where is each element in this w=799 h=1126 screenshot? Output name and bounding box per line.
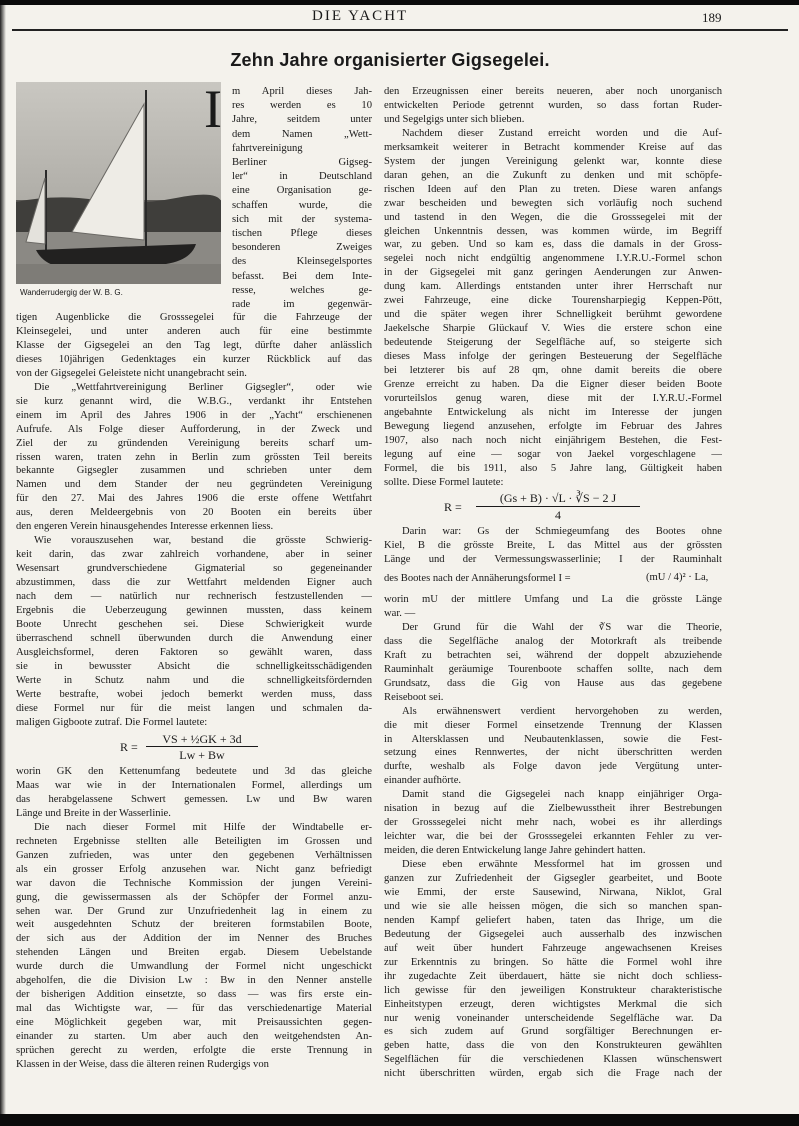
text-line: tigen Augenblicke die Grosssegelei für die Fahrzeuge der [16, 312, 372, 323]
text-line: und wie sie alle heissen mögen, die sich so manchen span- [384, 900, 722, 912]
text-line: Formel, die bis 1911, also 5 Jahre lang, Gültigkeit haben [384, 462, 722, 474]
text-line: lich gewisse für den jeweiligen Konstrukteur charakteristische [384, 984, 722, 996]
text-line: bekannte Gigsegler zusammen und schrieben unter dem [16, 465, 372, 477]
text-line: aus, deren Meldeergebnis von 20 Booten ein bereits über [16, 507, 372, 519]
text-line: Aufrufe. Als Folge dieser Aufforderung, in der Zweck und [16, 423, 372, 435]
text-line: von der Gigsegelei Geleistete nicht unangebracht sein. [16, 367, 247, 379]
text-line: res werden es 10 [232, 100, 372, 112]
text-line: sehen war. Der Grund zur Unzufriedenheit lag in einem zu [16, 905, 372, 917]
figure-caption: Wanderrudergig der W. B. G. [20, 288, 123, 297]
text-line: befasst. Bei dem Inte- [232, 270, 372, 282]
text-line: sie in bewusster Absicht die schnelligkeitsschädigenden [16, 660, 372, 672]
text-line: worin mU der mittlere Umfang und La die grösste Länge [384, 594, 722, 605]
text-line: segelei noch nicht endgültig angenommene I.Y.R.U.-Formel schon [384, 253, 722, 265]
text-line: dass die Segelfläche analog der Motorkraft als treibende [384, 635, 722, 647]
text-line: Diese eben erwähnte Messformel hat im grossen und [402, 859, 722, 871]
text-line: nenden Kampf geliefert haben, taten das Ihrige, um die [384, 914, 722, 926]
text-line: sie kurz genannt wird, die W.B.G., verdankt ihr Entstehen [16, 395, 372, 407]
text-line: Länge und Breite in der Wasserlinie. [16, 807, 171, 819]
text-line: nach dem — natürlich nur rechnerisch festzustellenden — [16, 591, 372, 602]
text-line: der sich aus der Addition der im Nenner des Bruches [16, 933, 372, 945]
text-line: und Segelgigs unter sich blieben. [384, 113, 525, 125]
text-line: Maas war wie in der Internationalen Formel, allerdings um [16, 779, 372, 791]
text-line: als ein grosser Erfolg anzusehen war. Nicht ganz befriedigt [16, 863, 372, 875]
text-line: Namen und dem Stander der neu gegründeten Vereinigung [16, 479, 372, 491]
text-line: es sich zudem auf Grund sorgfältiger Berechnungen er- [384, 1026, 722, 1038]
text-line: ganzen zur Zufriedenheit der Gigsegler gearbeitet, und Boote [384, 873, 722, 884]
text-line: rissen waren, traten zehn in Berlin zum grössten Teil bereits [16, 451, 372, 463]
text-line: das herabgelassene Schwert gemessen. Lw und Bw waren [16, 793, 372, 805]
text-line: Ziel der zu gründenden Vereinigung bereits scharf um- [16, 437, 372, 449]
formula-one [120, 732, 260, 762]
text-line: weit ausgedehnten Schutz der breiteren formstabilen Boote, [16, 919, 372, 931]
formula-three-prefix: des Bootes nach der Annäherungsformel I = [384, 573, 571, 584]
text-line: wurde durch die Umwandlung der Formel nicht ungeschickt [16, 961, 372, 973]
scan-edge-shadow [0, 0, 6, 1126]
formula-two [420, 491, 660, 525]
text-line: der bisherigen Addition einsetzte, so dass — was firs erste ein- [16, 989, 372, 1001]
text-line: geben hatte, dass die von den Konstrukteuren gewählten [384, 1040, 722, 1052]
text-line: schaffen wurde, die [232, 199, 372, 211]
text-line: mal das Wichtigste war, — für das verschiedenartige Material [16, 1003, 372, 1015]
text-line: Bedeutung der Gigsegelei auch ausserhalb des inzwischen [384, 928, 722, 940]
text-line: wie Emmi, der erste Sausewind, Nirwana, Niklot, Gral [384, 886, 722, 898]
text-line: Nachdem dieser Zustand erreicht worden und die Auf- [402, 127, 722, 139]
text-line: für den 27. Mai des Jahres 1906 die erste offene Wettfahrt [16, 493, 372, 505]
text-line: Darin war: Gs der Schmiegeumfang des Bootes ohne [402, 526, 722, 537]
text-line: vorurteilslos genug waren, diese mit der I.Y.R.U.-Formel [384, 392, 722, 404]
text-line: 1907, also nach noch nicht einjährigem Bestehen, die Fest- [384, 434, 722, 446]
text-line: durfte, weshalb als Folge davon jede Vergütung unter- [384, 761, 722, 773]
text-line: Als erwähnenswert verdient hervorgehoben zu werden, [402, 705, 722, 717]
text-line: dieses 10jährigen Gedenktages ein kurzer Rückblick auf das [16, 353, 372, 365]
text-line: Rauminhalt geräumige Tourenboote schaffen sollte, nach dem [384, 663, 722, 675]
text-line: und tastend in den Wegen, die die Grosssegelei mit der [384, 211, 722, 223]
text-line: den engeren Verein hinausgehendes Interesse erkennen liess. [16, 521, 274, 533]
text-line: dung kam. Allerdings entstanden unter ihrer Herrschaft nur [384, 281, 722, 293]
text-line: Werte bestrafte, wobei jedoch bemerkt werden muss, dass [16, 688, 372, 700]
text-line: ler“ in Deutschland [232, 171, 372, 183]
text-line: tischen Pflege dieses [232, 228, 372, 239]
text-line: Länge und der Vermessungswasserlinie; I der Rauminhalt [384, 553, 722, 565]
text-line: die mit dieser Formel einsetzende Trennung der Klassen [384, 719, 722, 731]
scan-top-border [0, 0, 799, 5]
text-line: und die später wegen ihrer Schnelligkeit berühmt gewordene [384, 309, 722, 321]
text-line: Berliner Gigseg- [232, 157, 372, 168]
text-line: sollte. Diese Formel lautete: [384, 476, 504, 488]
text-line: Grenze erreicht zu haben. Da die Eigner dieser beiden Boote [384, 378, 722, 390]
text-line: ihr zugedachte Zeit überdauert, hätte sie nicht doch schliess- [384, 970, 722, 982]
formula-one-numerator: VS + ½GK + 3d [162, 732, 242, 746]
text-line: auf weit über hundert Fahrzeuge angewachsenen Kreises [384, 942, 722, 954]
text-line: in der Gigsegelei mit ganz geringen Aenderungen zur Anwen- [384, 267, 722, 279]
text-line: besonderen Zweiges [232, 242, 372, 254]
sailboat-photo [16, 79, 222, 284]
text-line: war. — [384, 607, 416, 619]
text-line: nicht überschritten würden, ergab sich die Frage nach der [384, 1068, 722, 1080]
text-line: m April dieses Jah- [232, 86, 372, 97]
text-line: Der Grund für die Wahl der ∛S war die Theorie, [402, 621, 722, 633]
text-line: in Altersklassen und Neubautenklassen, sowie die Fest- [384, 733, 722, 745]
text-line: nisation in bezug auf die Zielbewusstheit ihrer Bestrebungen [384, 803, 722, 815]
page-number: 189 [702, 10, 722, 25]
formula-two-denominator: 4 [555, 508, 561, 522]
text-line: rischen Ideen auf den Plan zu treten. Diese waren anfangs [384, 183, 722, 195]
text-line: sprüchen gerecht zu werden, erfolgte die erste Trennung in [16, 1045, 372, 1056]
text-line: Kleinsegelei, und unter anderen auch für eine bestimmte [16, 325, 372, 337]
text-line: Bewegung liegend anzusehen, erfolgte im Februar des Jahres [384, 420, 722, 432]
text-line: abgeholfen, die die Division Lw : Bw in den Nenner anstelle [16, 975, 372, 987]
text-line: Reiseboot sei. [384, 691, 444, 703]
formula-three-expression: (mU / 4)² · La, [646, 572, 709, 583]
text-line: rade im gegenwär- [232, 299, 372, 310]
text-line: merksamkeit weiterer in Betracht kommender Kreise auf das [384, 141, 722, 153]
text-line: entwickelten Periode getrennt wurden, so dass fortan Ruder- [384, 99, 722, 111]
text-line: des Kleinsegelsportes [232, 256, 372, 268]
formula-one-lhs: R = [120, 740, 138, 754]
text-line: diese Formel nur für die meist langen und schmalen da- [16, 702, 372, 714]
text-line: bedeutende Steigerung der Segelfläche auf, so steigerte sich [384, 337, 722, 349]
text-line: setzung eines Rennwertes, der nicht überschritten werden [384, 747, 722, 759]
article-title: Zehn Jahre organisierter Gigsegelei. [230, 50, 550, 70]
text-line: Werte in Schutz nahm und die schnelligkeitsfördernden [16, 674, 372, 686]
text-line: Grundsatz, dass die Gig von Hause aus das gegebene [384, 677, 722, 689]
text-line: den Erzeugnissen einer bereits neueren, aber noch unorganisch [384, 86, 722, 97]
text-line: fahrtvereinigung [232, 142, 303, 154]
text-line: legung auf eine — sogar von Jaekel vorgeschlagene — [384, 448, 722, 460]
text-line: war davon die Technische Kommission der jungen Vereini- [16, 877, 372, 889]
text-line: einem im April des Jahres 1906 in der „Yacht“ erschienenen [16, 409, 372, 421]
text-line: Kiel, B die grösste Breite, L das Mittel aus der grössten [384, 539, 722, 551]
text-line: leichter war, die bei der Grosssegelei erkannten Fehler zu ver- [384, 831, 722, 843]
header-rule [12, 29, 788, 31]
text-line: maligen Gigboote zutraf. Die Formel lautete: [16, 716, 208, 728]
text-line: Klassen in der Weise, dass die älteren reinen Rudergigs von [16, 1058, 269, 1070]
formula-two-lhs: R = [444, 500, 462, 514]
text-line: angebahnte Entwickelung als nicht im Interesse der jungen [384, 406, 722, 418]
text-line: Die „Wettfahrtvereinigung Berliner Gigsegler“, oder wie [34, 381, 372, 393]
text-line: Wesensart grundverschiedene Gigmaterial so gegeneinander [16, 563, 372, 575]
text-line: Wie vorauszusehen war, bestand die grösste Schwierig- [34, 535, 372, 547]
text-line: dem Namen „Wett- [232, 128, 372, 140]
text-line: eine Organisation ge- [232, 185, 372, 197]
text-line: Ergebnis die Ueberzeugung gewinnen mussten, dass keinem [16, 604, 372, 616]
text-line: daran gehen, an die Zukunft zu denken und mit schöpfe- [384, 169, 722, 181]
text-line: gung, die gewissermassen als der Schöpfer der Formel anzu- [16, 891, 372, 903]
running-head: DIE YACHT [312, 8, 409, 24]
text-line: eine Möglichkeit gegeben war, mit Preisaussichten gegen- [16, 1017, 372, 1029]
text-line: worin GK den Kettenumfang bedeutete und 3d das gleiche [16, 766, 372, 777]
text-line: war, zu geben. Und so kam es, dass die damals in der Gross- [384, 239, 722, 251]
text-line: zwar bescheiden und bewegten sich vorläufig noch suchend [384, 197, 722, 209]
text-line: keit darin, das zwar zahlreich vorhandene, aber in seiner [16, 549, 372, 561]
text-line: einander zu starten. Um aber auch den weitgehendsten An- [16, 1031, 372, 1043]
text-line: bei letzterer bis auf 28 qm, ohne damit bereits die obere [384, 365, 722, 376]
formula-two-fraction-bar [476, 506, 640, 507]
text-line: Ausgleichsformel, deren Faktoren so gewählt waren, dass [16, 646, 372, 658]
text-line: Klasse der Gigsegelei an den Tag legt, dürfte daher anlässlich [16, 339, 372, 351]
text-line: sich mit der systema- [232, 213, 372, 225]
text-line: zur Erkenntnis zu bringen. So hätte die Formel wohl ihre [384, 956, 722, 968]
formula-one-fraction-bar [146, 746, 258, 747]
text-line: Boote Unrecht geschehen sei. Diese Schwierigkeit wurde [16, 618, 372, 630]
text-line: Ganzen zufrieden, was unter den gegebenen Verhältnissen [16, 849, 372, 861]
text-line: nur wenig voneinander unterscheidende Segelfläche war. Da [384, 1012, 722, 1024]
text-line: rechneten Ergebnisse stellten alle Beteiligten im Grossen und [16, 835, 372, 847]
text-line: Damit stand die Gigsegelei nach knapp einjähriger Orga- [402, 789, 722, 801]
text-line: Kraft zu betrachten sei, während der doppelt abzuziehende [384, 649, 722, 661]
text-line: stehenden Längen und Breiten ergab. Diesem Uebelstande [16, 947, 372, 959]
drop-cap: I [204, 79, 222, 139]
text-line: Segelflächen für die verschiedenen Klassen wünschenswert [384, 1054, 722, 1066]
text-line: überraschend schnell überwunden durch die Anwendung einer [16, 632, 372, 644]
text-line: Die nach dieser Formel mit Hilfe der Windtabelle er- [34, 821, 372, 833]
text-line: zwei Fahrzeuge, eine dicke Tourensharpiegig Keppen-Pött, [384, 295, 722, 307]
text-line: dieses Mass infolge der geringen Besteuerung der Segelfläche [384, 351, 722, 363]
text-line: resse, welches ge- [232, 284, 372, 296]
text-line: einander aufhörte. [384, 775, 462, 787]
text-line: System der jungen Vereinigung gelenkt war, konnte diese [384, 155, 722, 167]
text-line: Jahre, seitdem unter [232, 114, 372, 126]
formula-three [384, 569, 724, 591]
text-line: der Grosssegelei nicht mehr nach, wobei es ihr allerdings [384, 817, 722, 829]
formula-two-numerator: (Gs + B) · √L · ∛S − 2 J [499, 491, 617, 505]
text-line: Jaekelsche Sharpie Glückauf V. Wies die erstere schon eine [384, 323, 722, 335]
formula-one-denominator: Lw + Bw [179, 748, 225, 762]
text-line: meiden, die deren Entwickelung lange Jahre gehindert hatten. [384, 845, 646, 857]
text-line: Einheitstypen erzeugt, deren wichtigstes Merkmal die sich [384, 998, 722, 1010]
text-line: gleichen Unkenntnis dessen, was kommen würde, im Begriff [384, 225, 722, 237]
text-line: abzustimmen, dass die zur Wettfahrt meldenden Eigner auch [16, 577, 372, 589]
scan-bottom-border [0, 1114, 799, 1126]
